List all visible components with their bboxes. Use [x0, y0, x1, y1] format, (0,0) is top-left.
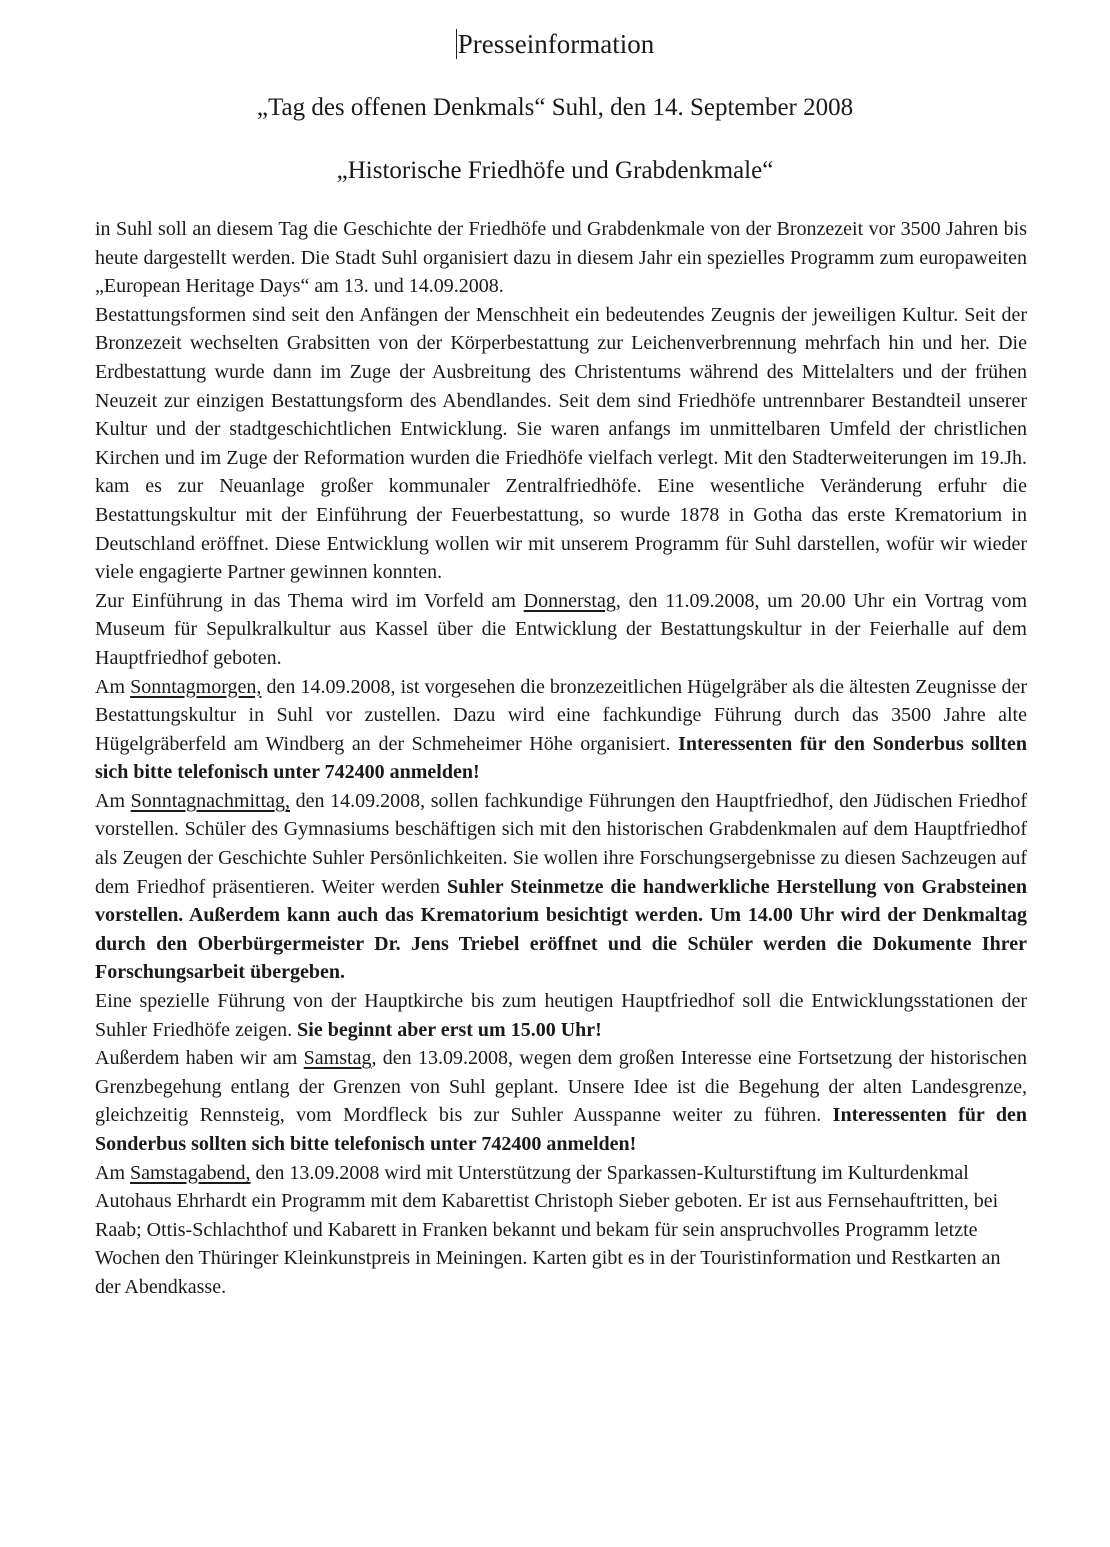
paragraph-sunday-afternoon: [95, 787, 1027, 987]
sunday-afternoon-text-a: Am: [95, 789, 131, 812]
paragraph-special-tour: [95, 987, 1027, 1044]
paragraph-saturday: [95, 1044, 1027, 1158]
event-subtitle: „Tag des offenen Denkmals“ Suhl, den 14. September 2008: [256, 94, 854, 121]
sunday-afternoon-text-b: den 14.09.2008, sollen fachkundige Führungen den Hauptfriedhof, den Jüdischen Friedhof vorstellen. Schüler des Gymnasiums beschäftigen sich mit den historischen Grabdenkmalen auf dem Hauptfriedhof als Zeugen der Geschichte Suhler Persönlichkeiten. Sie wollen ihre Forschungsergebnisse zu diesen Sachzeugen auf dem Friedhof präsentieren. Weiter werden: [95, 789, 1027, 898]
sunday-morning-bold: Interessenten für den Sonderbus sollten sich bitte telefonisch unter 742400 anmelden!: [95, 732, 1027, 784]
sunday-morning-text-b: den 14.09.2008, ist vorgesehen die bronzezeitlichen Hügelgräber als die ältesten Zeugnisse der Bestattungskultur in Suhl vor zustellen. Dazu wird eine fachkundige Führung durch das 3500 Jahre alte Hügelgräberfeld am Windberg an der Schmeheimer Höhe organisiert.: [95, 675, 1028, 755]
sunday-afternoon-bold: Suhler Steinmetze die handwerkliche Herstellung von Grabsteinen vorstellen. Außerdem kann auch das Krematorium besichtigt werden. Um 14.00 Uhr wird der Denkmaltag durch den Oberbürgermeister Dr. Jens Triebel eröffnet und die Schüler werden die Dokumente Ihrer Forschungsarbeit übergeben.: [95, 875, 1027, 984]
thursday-text-b: , den 11.09.2008, um 20.00 Uhr ein Vortrag vom Museum für Sepulkralkultur aus Kassel über die Entwicklung der Bestattungskultur in der Feierhalle auf dem Hauptfriedhof geboten.: [95, 589, 1027, 669]
special-tour-text: Eine spezielle Führung von der Hauptkirche bis zum heutigen Hauptfriedhof soll die Entwicklungsstationen der Suhler Friedhöfe zeigen.: [95, 990, 1027, 1041]
paragraph-sunday-morning: [95, 673, 1027, 787]
sunday-morning-underline: Sonntagmorgen,: [130, 675, 262, 698]
document-title: [0, 29, 1110, 59]
paragraph-intro-text: in Suhl soll an diesem Tag die Geschichte der Friedhöfe und Grabdenkmale von der Bronzezeit vor 3500 Jahren bis heute dargestellt werden. Die Stadt Suhl organisiert dazu in diesem Jahr ein spezielles Programm zum europaweiten „European Heritage Days“ am 13. und 14.09.2008.: [95, 218, 1027, 298]
saturday-text-b: , den 13.09.2008, wegen dem großen Interesse eine Fortsetzung der historischen Grenzbegehung entlang der Grenzen von Suhl geplant. Unsere Idee ist die Begehung der alten Landesgrenze, gleichzeitig Rennsteig, vom Mordfleck bis zur Suhler Ausspanne weiter zu führen.: [95, 1047, 1027, 1127]
paragraph-intro: [95, 215, 1027, 301]
paragraph-thursday: [95, 587, 1027, 673]
saturday-underline: Samstag: [303, 1047, 372, 1070]
saturday-evening-underline: Samstagabend,: [130, 1161, 251, 1184]
thursday-underline: Donnerstag: [523, 589, 616, 612]
document-body: [95, 215, 1027, 1302]
saturday-bold: Interessenten für den Sonderbus sollten sich bitte telefonisch unter 742400 anmelden!: [95, 1104, 1027, 1155]
sunday-morning-text-a: Am: [95, 675, 131, 698]
paragraph-saturday-evening: [95, 1159, 1027, 1302]
saturday-evening-text-b: den 13.09.2008 wird mit Unterstützung der Sparkassen-Kulturstiftung im Kulturdenkmal Autohaus Ehrhardt ein Programm mit dem Kabarettist Christoph Sieber geboten. Er ist aus Fernsehauftritten, bei Raab; Ottis-Schlachthof und Kabarett in Franken bekannt und bekam für sein anspruchvolles Programm letzte Wochen den Thüringer Kleinkunstpreis in Meiningen. Karten gibt es in der Touristinformation und Restkarten an der Abendkasse.: [95, 1161, 1001, 1298]
text-cursor: [456, 29, 457, 59]
sunday-afternoon-underline: Sonntagnachmittag,: [130, 789, 291, 812]
document-title-text: Presseinformation: [457, 29, 655, 59]
paragraph-history: [95, 301, 1027, 587]
thursday-text-a: Zur Einführung in das Thema wird im Vorfeld am: [95, 589, 524, 612]
saturday-evening-text-a: Am: [95, 1161, 130, 1184]
special-tour-bold: Sie beginnt aber erst um 15.00 Uhr!: [297, 1018, 602, 1041]
theme-subtitle: „Historische Friedhöfe und Grabdenkmale“: [336, 157, 774, 184]
paragraph-history-text: Bestattungsformen sind seit den Anfängen der Menschheit ein bedeutendes Zeugnis der jeweiligen Kultur. Seit der Bronzezeit wechselten Grabsitten von der Körperbestattung zur Leichenverbrennung mehrfach hin und her. Die Erdbestattung wurde dann im Zuge der Ausbreitung des Christentums während des Mittelalters und der frühen Neuzeit zur einzigen Bestattungsform des Abendlandes. Seit dem sind Friedhöfe untrennbarer Bestandteil unserer Kultur und der stadtgeschichtlichen Entwicklung. Sie waren anfangs im unmittelbaren Umfeld der christlichen Kirchen und im Zuge der Reformation wurden die Friedhöfe vielfach verlegt. Mit den Stadterweiterungen im 19.Jh. kam es zur Neuanlage großer kommunaler Zentralfriedhöfe. Eine wesentliche Veränderung erfuhr die Bestattungskultur mit der Einführung der Feuerbestattung, so wurde 1878 in Gotha das erste Krematorium in Deutschland eröffnet. Diese Entwicklung wollen wir mit unserem Programm für Suhl darstellen, wofür wir wieder viele engagierte Partner gewinnen konnten.: [95, 303, 1027, 584]
saturday-text-a: Außerdem haben wir am: [95, 1047, 304, 1070]
